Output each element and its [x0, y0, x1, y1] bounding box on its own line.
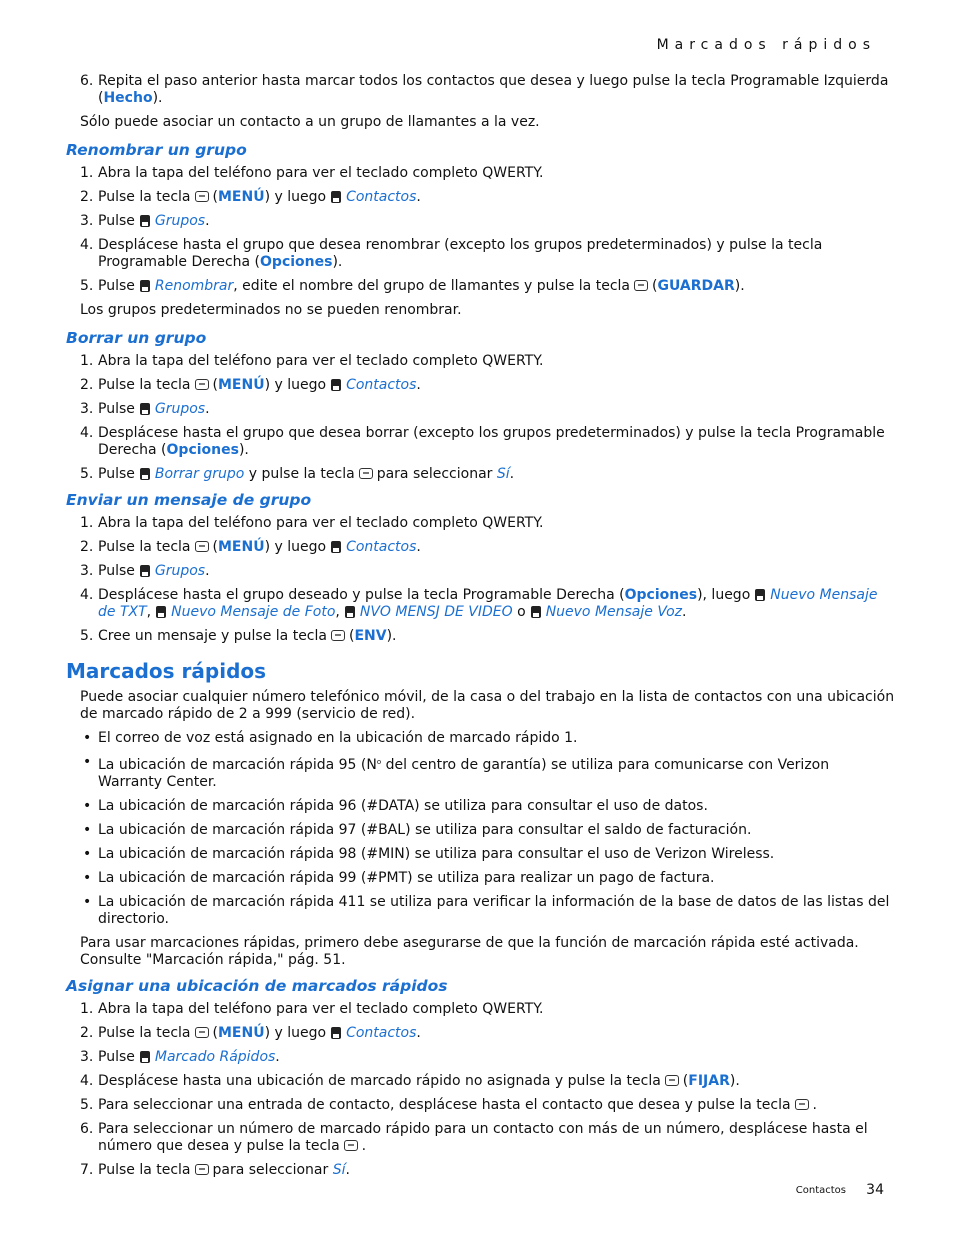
step-text: Abra la tapa del teléfono para ver el teclado completo QWERTY.	[98, 1001, 544, 1017]
step-text: para seleccionar	[376, 466, 493, 482]
ok-key-icon	[195, 541, 209, 552]
step-text-end: .	[345, 1162, 350, 1178]
step-text: Pulse	[98, 1049, 135, 1065]
step-text: Abra la tapa del teléfono para ver el teclado completo QWERTY.	[98, 165, 544, 181]
step-text-end: ).	[238, 442, 249, 458]
step-text-end: .	[275, 1049, 280, 1065]
step-item	[66, 377, 896, 394]
menu-option: Grupos	[154, 563, 206, 579]
step-number: 4.	[80, 587, 94, 603]
ok-key-icon	[195, 1164, 209, 1175]
step-text-end: .	[416, 539, 421, 555]
bullet-item	[66, 894, 896, 928]
menu-option: Nuevo Mensaje de TXT	[98, 587, 878, 620]
step-text: ) y luego	[264, 539, 327, 555]
step-text: ) y luego	[264, 377, 327, 393]
step-item	[66, 1097, 896, 1114]
step-text: Pulse	[98, 213, 135, 229]
note-text: Para usar marcaciones rápidas, primero debe asegurarse de que la función de marcación rápida esté activada. Consulte "Marcación rápida," pág. 51.	[80, 935, 859, 968]
number-key-icon	[140, 468, 150, 480]
ok-key-icon	[195, 1027, 209, 1038]
step-number: 7.	[80, 1162, 94, 1178]
softkey-label: Opciones	[260, 254, 333, 270]
step-text: para seleccionar	[212, 1162, 329, 1178]
step-number: 1.	[80, 353, 94, 369]
step-text: Pulse	[98, 401, 135, 417]
paren: (	[212, 1025, 218, 1041]
step-text: Pulse	[98, 278, 135, 294]
step-text: ) y luego	[264, 189, 327, 205]
step-item	[66, 539, 896, 556]
ok-key-icon	[331, 630, 345, 641]
page-content	[66, 73, 896, 1186]
step-item	[66, 1073, 896, 1090]
menu-option: Nuevo Mensaje de Foto	[171, 604, 336, 620]
step-number: 2.	[80, 1025, 94, 1041]
bullet-item	[66, 754, 896, 791]
note-text: Sólo puede asociar un contacto a un grupo de llamantes a la vez.	[80, 114, 540, 130]
number-key-icon	[345, 606, 355, 618]
step-text-end: .	[205, 401, 210, 417]
step-item	[66, 1001, 896, 1018]
menu-label: MENÚ	[217, 539, 265, 555]
step-text-end: .	[509, 466, 515, 482]
softkey-label: Opciones	[624, 587, 698, 603]
step-number: 6.	[80, 73, 94, 89]
bullet-text: La ubicación de marcación rápida 98 (#MIN) se utiliza para consultar el uso de Verizon Wireless.	[98, 846, 775, 862]
step-number: 2.	[80, 377, 94, 393]
step-item	[66, 165, 896, 182]
bullet-dot: •	[83, 894, 92, 910]
step-number: 5.	[80, 278, 94, 294]
step-text: ), luego	[697, 587, 751, 603]
step-number: 3.	[80, 213, 94, 229]
menu-label: MENÚ	[217, 1025, 265, 1041]
number-key-icon	[140, 215, 150, 227]
bullet-dot: •	[83, 846, 92, 862]
step-number: 1.	[80, 515, 94, 531]
menu-option: Contactos	[346, 539, 417, 555]
step-text: Pulse la tecla	[98, 539, 191, 555]
step-item	[66, 425, 896, 459]
number-key-icon	[140, 1051, 150, 1063]
step-item	[66, 628, 896, 645]
step-text-end: .	[416, 189, 421, 205]
number-key-icon	[156, 606, 166, 618]
step-number: 4.	[80, 237, 94, 253]
bullet-dot: •	[83, 798, 92, 814]
number-key-icon	[531, 606, 541, 618]
bullet-text: del centro de garantía) se utiliza para comunicarse con Verizon Warranty Center.	[98, 757, 830, 790]
step-text-end: ).	[386, 628, 397, 644]
menu-option: Sí	[496, 466, 510, 482]
ok-key-icon	[634, 280, 648, 291]
bullet-text: La ubicación de marcación rápida 99 (#PMT) se utiliza para realizar un pago de factura.	[98, 870, 715, 886]
section-heading: Renombrar un grupo	[66, 141, 247, 159]
step-number: 5.	[80, 628, 94, 644]
section-heading: Asignar una ubicación de marcados rápidos	[66, 977, 448, 995]
paren: (	[212, 377, 218, 393]
menu-option: Sí	[332, 1162, 346, 1178]
step-item	[66, 353, 896, 370]
menu-option: Nuevo Mensaje Voz	[545, 604, 683, 620]
step-text-end: ).	[734, 278, 745, 294]
step-number: 6.	[80, 1121, 94, 1137]
number-key-icon	[331, 541, 341, 553]
footer-section-name: Contactos	[795, 1185, 846, 1196]
bullet-text: La ubicación de marcación rápida 95 (N	[98, 757, 377, 773]
running-header: Marcados rápidos	[656, 37, 876, 53]
bullet-dot: •	[83, 730, 92, 746]
menu-option: Contactos	[346, 377, 417, 393]
step-text: Desplácese hasta el grupo deseado y pulse la tecla Programable Derecha (	[98, 587, 625, 603]
step-number: 2.	[80, 539, 94, 555]
separator: ,	[335, 604, 340, 620]
bullet-item	[66, 870, 896, 887]
bullet-item	[66, 822, 896, 839]
step-text: Para seleccionar una entrada de contacto, desplácese hasta el contacto que desea y pulse la tecla	[98, 1097, 791, 1113]
step-text: Abra la tapa del teléfono para ver el teclado completo QWERTY.	[98, 515, 544, 531]
step-item	[66, 1025, 896, 1042]
step-text: Pulse la tecla	[98, 1162, 191, 1178]
paren: (	[651, 278, 658, 294]
step-number: 5.	[80, 1097, 94, 1113]
step-text-end: ).	[152, 90, 163, 106]
step-item	[66, 189, 896, 206]
step-number: 2.	[80, 189, 94, 205]
bullet-text: La ubicación de marcación rápida 97 (#BAL) se utiliza para consultar el saldo de facturación.	[98, 822, 752, 838]
step-item	[66, 237, 896, 271]
step-text: Pulse la tecla	[98, 189, 191, 205]
chapter-heading: Marcados rápidos	[66, 659, 267, 683]
step-text-end: .	[205, 213, 210, 229]
page-number: 34	[866, 1182, 884, 1198]
menu-label: MENÚ	[217, 189, 265, 205]
ok-key-icon	[665, 1075, 679, 1086]
step-text: Pulse	[98, 563, 135, 579]
bullet-dot: •	[83, 822, 92, 838]
step-number: 1.	[80, 1001, 94, 1017]
number-key-icon	[755, 589, 765, 601]
step-text: Pulse la tecla	[98, 377, 191, 393]
paren: (	[682, 1073, 689, 1089]
menu-option: Marcado Rápidos	[154, 1049, 276, 1065]
number-key-icon	[331, 379, 341, 391]
step-number: 4.	[80, 425, 94, 441]
menu-option: Renombrar	[154, 278, 234, 294]
step-number: 4.	[80, 1073, 94, 1089]
step-number: 3.	[80, 1049, 94, 1065]
number-key-icon	[140, 280, 150, 292]
step-item	[66, 1162, 896, 1179]
step-number: 3.	[80, 401, 94, 417]
bullet-item	[66, 798, 896, 815]
step-text-end: .	[682, 604, 687, 620]
number-key-icon	[140, 403, 150, 415]
superscript: o	[376, 758, 382, 766]
paren: (	[212, 189, 218, 205]
step-text: y pulse la tecla	[248, 466, 355, 482]
step-text: Repita el paso anterior hasta marcar todos los contactos que desea y luego pulse la tecla Programable Izquierda (	[98, 73, 889, 106]
softkey-label: FIJAR	[688, 1073, 730, 1089]
separator: ,	[146, 604, 152, 620]
step-text: Para seleccionar un número de marcado rápido para un contacto con más de un número, desplácese hasta el número que desea y pulse la tecla	[98, 1121, 868, 1154]
softkey-label: Opciones	[166, 442, 239, 458]
step-text: Pulse	[98, 466, 135, 482]
paren: (	[348, 628, 355, 644]
step-text-end: .	[361, 1138, 367, 1154]
separator: o	[517, 604, 526, 620]
menu-label: MENÚ	[217, 377, 265, 393]
menu-option: Borrar grupo	[154, 466, 245, 482]
step-text-end: .	[416, 377, 421, 393]
softkey-label: Hecho	[103, 90, 153, 106]
bullet-text: El correo de voz está asignado en la ubicación de marcado rápido 1.	[98, 730, 578, 746]
step-text: Desplácese hasta una ubicación de marcado rápido no asignada y pulse la tecla	[98, 1073, 661, 1089]
step-number: 1.	[80, 165, 94, 181]
paren: (	[212, 539, 218, 555]
step-number: 5.	[80, 466, 94, 482]
bullet-item	[66, 730, 896, 747]
step-item	[66, 515, 896, 532]
step-text-end: ).	[332, 254, 343, 270]
menu-option: NVO MENSJ DE VIDEO	[359, 604, 513, 620]
step-text: ) y luego	[264, 1025, 327, 1041]
section-heading: Enviar un mensaje de grupo	[66, 491, 312, 509]
bullet-item	[66, 846, 896, 863]
step-text: , edite el nombre del grupo de llamantes y pulse la tecla	[233, 278, 630, 294]
step-text: Pulse la tecla	[98, 1025, 191, 1041]
step-item	[66, 1049, 896, 1066]
bullet-text: La ubicación de marcación rápida 96 (#DATA) se utiliza para consultar el uso de datos.	[98, 798, 708, 814]
note-text: Los grupos predeterminados no se pueden renombrar.	[80, 302, 462, 318]
menu-option: Contactos	[346, 1025, 417, 1041]
number-key-icon	[140, 565, 150, 577]
step-item	[66, 213, 896, 230]
step-text-end: .	[812, 1097, 817, 1113]
ok-key-icon	[795, 1099, 809, 1110]
step-text: Desplácese hasta el grupo que desea renombrar (excepto los grupos predeterminados) y pulse la tecla Programable Derecha (	[98, 237, 823, 270]
step-text: Cree un mensaje y pulse la tecla	[98, 628, 327, 644]
step-text: Abra la tapa del teléfono para ver el teclado completo QWERTY.	[98, 353, 544, 369]
step-item	[66, 563, 896, 580]
softkey-label: ENV	[354, 628, 387, 644]
menu-option: Contactos	[346, 189, 417, 205]
menu-option: Grupos	[154, 213, 206, 229]
step-item	[66, 401, 896, 418]
softkey-label: GUARDAR	[657, 278, 735, 294]
step-item	[66, 1121, 896, 1155]
ok-key-icon	[195, 191, 209, 202]
step-text-end: .	[205, 563, 210, 579]
bullet-dot: •	[83, 870, 92, 886]
ok-key-icon	[344, 1140, 358, 1151]
section-heading: Borrar un grupo	[66, 329, 207, 347]
step-item	[66, 278, 896, 295]
bullet-text: La ubicación de marcación rápida 411 se utiliza para verificar la información de la base de datos de las listas del directorio.	[98, 894, 890, 927]
number-key-icon	[331, 191, 341, 203]
step-number: 3.	[80, 563, 94, 579]
intro-paragraph: Puede asociar cualquier número telefónico móvil, de la casa o del trabajo en la lista de contactos con una ubicación de marcado rápido de 2 a 999 (servicio de red).	[80, 689, 895, 722]
menu-option: Grupos	[154, 401, 206, 417]
step-text: Desplácese hasta el grupo que desea borrar (excepto los grupos predeterminados) y pulse la tecla Programable Derecha (	[98, 425, 885, 458]
number-key-icon	[331, 1027, 341, 1039]
step-item	[66, 587, 896, 621]
ok-key-icon	[359, 468, 373, 479]
bullet-dot: •	[83, 754, 92, 770]
step-text-end: ).	[729, 1073, 740, 1089]
step-item	[66, 73, 896, 107]
step-item	[66, 466, 896, 483]
ok-key-icon	[195, 379, 209, 390]
step-text-end: .	[416, 1025, 421, 1041]
